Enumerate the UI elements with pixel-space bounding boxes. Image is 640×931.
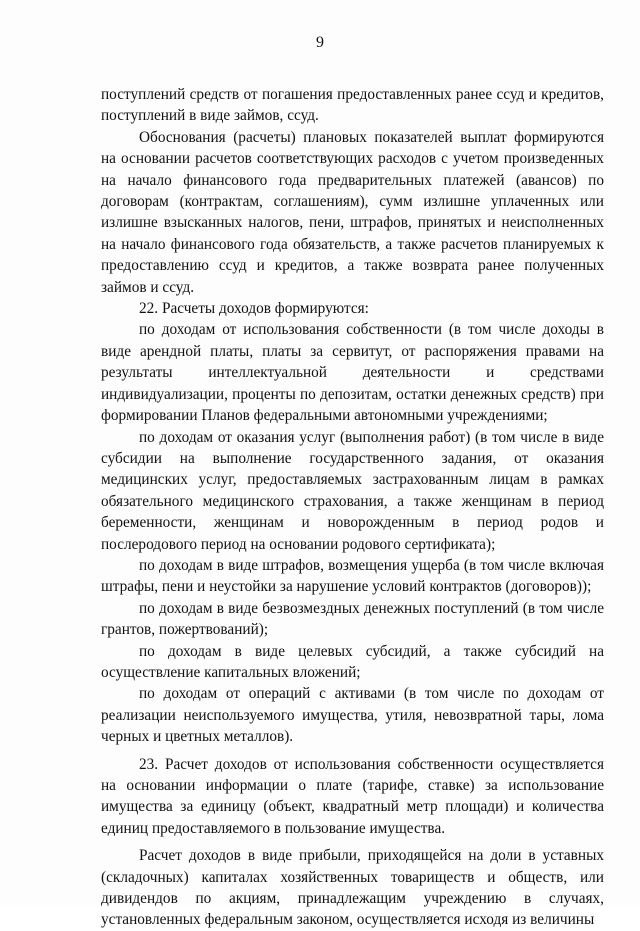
paragraph-income-property: по доходам от использования собственности (в том числе доходы в виде арендной платы, платы за сервитут, от распоряжения правами на результаты интеллектуальной деятельности и средствами индивидуализации, проценты по депозитам, остатки денежных средств) при формировании Планов федеральными автономными учреждениями; [101, 321, 604, 425]
paragraph-income-subsidies: по доходам в виде целевых субсидий, а также субсидий на осуществление капитальных вложений; [101, 642, 604, 681]
paragraph-clause-22: 22. Расчеты доходов формируются: [139, 300, 369, 318]
paragraph-clause-23: 23. Расчет доходов от использования собственности осуществляется на основании информации о плате (тарифе, ставке) за использование имущества за единицу (объект, квадратный метр площади) и количества единиц предоставляемого в пользование имущества. [101, 755, 604, 837]
paragraph-income-fines: по доходам в виде штрафов, возмещения ущерба (в том числе включая штрафы, пени и неустойки за нарушение условий контрактов (договоров)); [101, 556, 604, 596]
paragraph-profit-calculation: Расчет доходов в виде прибыли, приходящейся на доли в уставных (складочных) капиталах хозяйственных товариществ и обществ, или дивидендов по акциям, принадлежащим учреждению в случаях, установленных федеральным законом, осуществляется исходя из величины [101, 847, 604, 929]
page-number: 9 [316, 34, 324, 51]
paragraph-payment-justification: Обоснования (расчеты) плановых показателей выплат формируются на основании расчетов соответствующих расходов с учетом произведенных на начало финансового года предварительных платежей (авансов) по договорам (контрактам, соглашениям), сумм излишне уплаченных или излишне взысканных налогов, пени, штрафов, принятых и неисполненных на начало финансового года обязательств, а также расчетов планируемых к предоставлению ссуд и кредитов, а также возврата ранее полученных займов и ссуд. [101, 128, 604, 296]
paragraph-continuation: поступлений средств от погашения предоставленных ранее ссуд и кредитов, поступлений в виде займов, ссуд. [101, 86, 604, 125]
document-body [101, 84, 604, 931]
paragraph-income-services: по доходам от оказания услуг (выполнения работ) (в том числе в виде субсидии на выполнение государственного задания, от оказания медицинских услуг, предоставляемых застрахованным лицам в рамках обязательного медицинского страхования, а также женщинам в период беременности, женщинам и новорожденным в период родов и послеродового период на основании родового сертификата); [101, 428, 604, 553]
paragraph-income-assets: по доходам от операций с активами (в том числе по доходам от реализации неиспользуемого имущества, утиля, невозвратной тары, лома черных и цветных металлов). [101, 685, 604, 746]
paragraph-income-donations: по доходам в виде безвозмездных денежных поступлений (в том числе грантов, пожертвований); [101, 599, 604, 639]
